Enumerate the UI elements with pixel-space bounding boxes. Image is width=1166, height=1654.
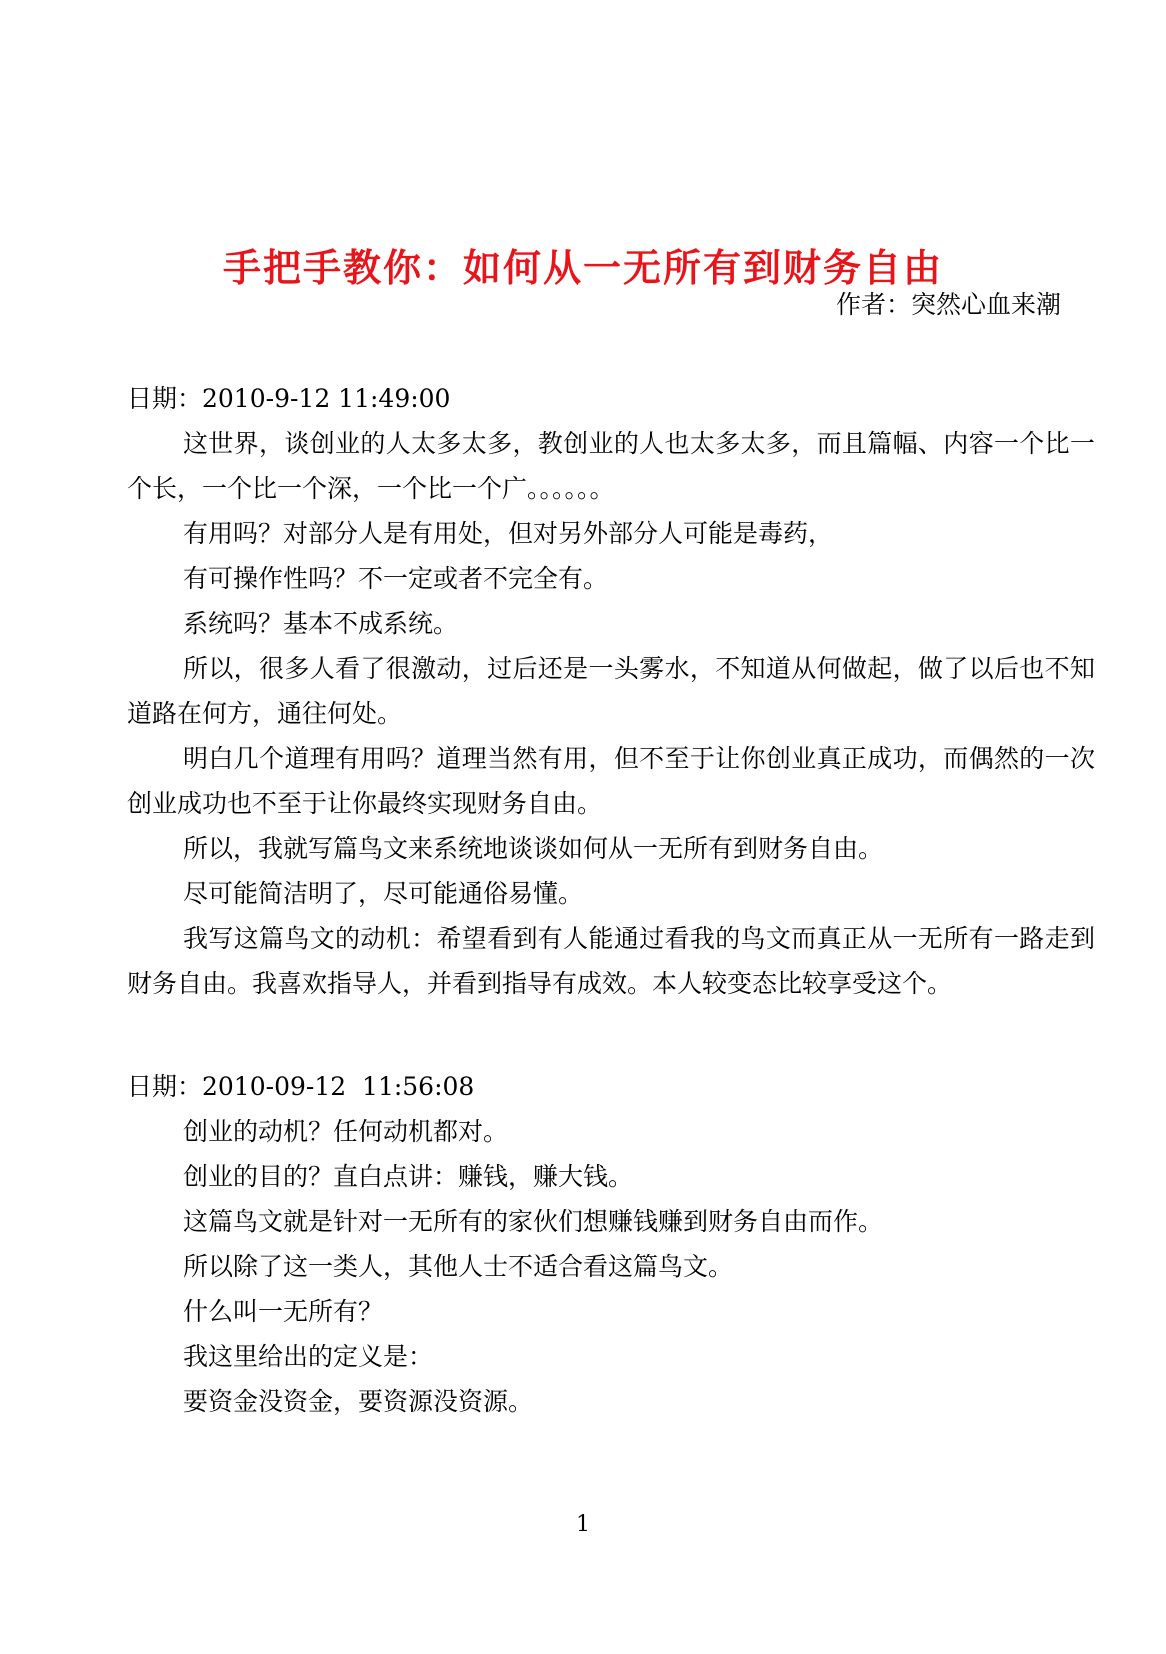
page-number: 1 [576,1512,590,1537]
paragraph: 创业的动机？任何动机都对。 [183,1117,509,1146]
post-section-1 [127,376,1095,1006]
paragraph: 明白几个道理有用吗？道理当然有用，但不至于让你创业真正成功，而偶然的一次创业成功也不至于让你最终实现财务自由。 [127,744,1095,818]
post-date: 日期：2010-9-12 11:49:00 [127,384,451,413]
paragraph: 要资金没资金，要资源没资源。 [183,1387,534,1416]
paragraph: 这世界，谈创业的人太多太多，教创业的人也太多太多，而且篇幅、内容一个比一个长，一个比一个深，一个比一个广。。。。。。 [127,429,1095,503]
paragraph: 有用吗？对部分人是有用处，但对另外部分人可能是毒药， [183,519,834,548]
paragraph: 系统吗？基本不成系统。 [183,609,459,638]
document-title: 手把手教你：如何从一无所有到财务自由 [222,246,943,291]
paragraph: 我写这篇鸟文的动机：希望看到有人能通过看我的鸟文而真正从一无所有一路走到财务自由。我喜欢指导人，并看到指导有成效。本人较变态比较享受这个。 [127,924,1095,998]
paragraph: 有可操作性吗？不一定或者不完全有。 [183,564,609,593]
paragraph: 我这里给出的定义是： [183,1342,434,1371]
author-line: 作者：突然心血来潮 [835,290,1061,319]
paragraph: 所以，很多人看了很激动，过后还是一头雾水，不知道从何做起，做了以后也不知道路在何方，通往何处。 [127,654,1095,728]
paragraph: 创业的目的？直白点讲：赚钱，赚大钱。 [183,1162,634,1191]
paragraph: 这篇鸟文就是针对一无所有的家伙们想赚钱赚到财务自由而作。 [183,1207,884,1236]
paragraph: 尽可能简洁明了，尽可能通俗易懂。 [183,879,584,908]
post-date: 日期：2010-09-12 11:56:08 [127,1072,475,1101]
paragraph: 所以，我就写篇鸟文来系统地谈谈如何从一无所有到财务自由。 [183,834,884,863]
paragraph: 什么叫一无所有？ [183,1297,384,1326]
paragraph: 所以除了这一类人，其他人士不适合看这篇鸟文。 [183,1252,734,1281]
post-section-2 [127,1064,1095,1424]
